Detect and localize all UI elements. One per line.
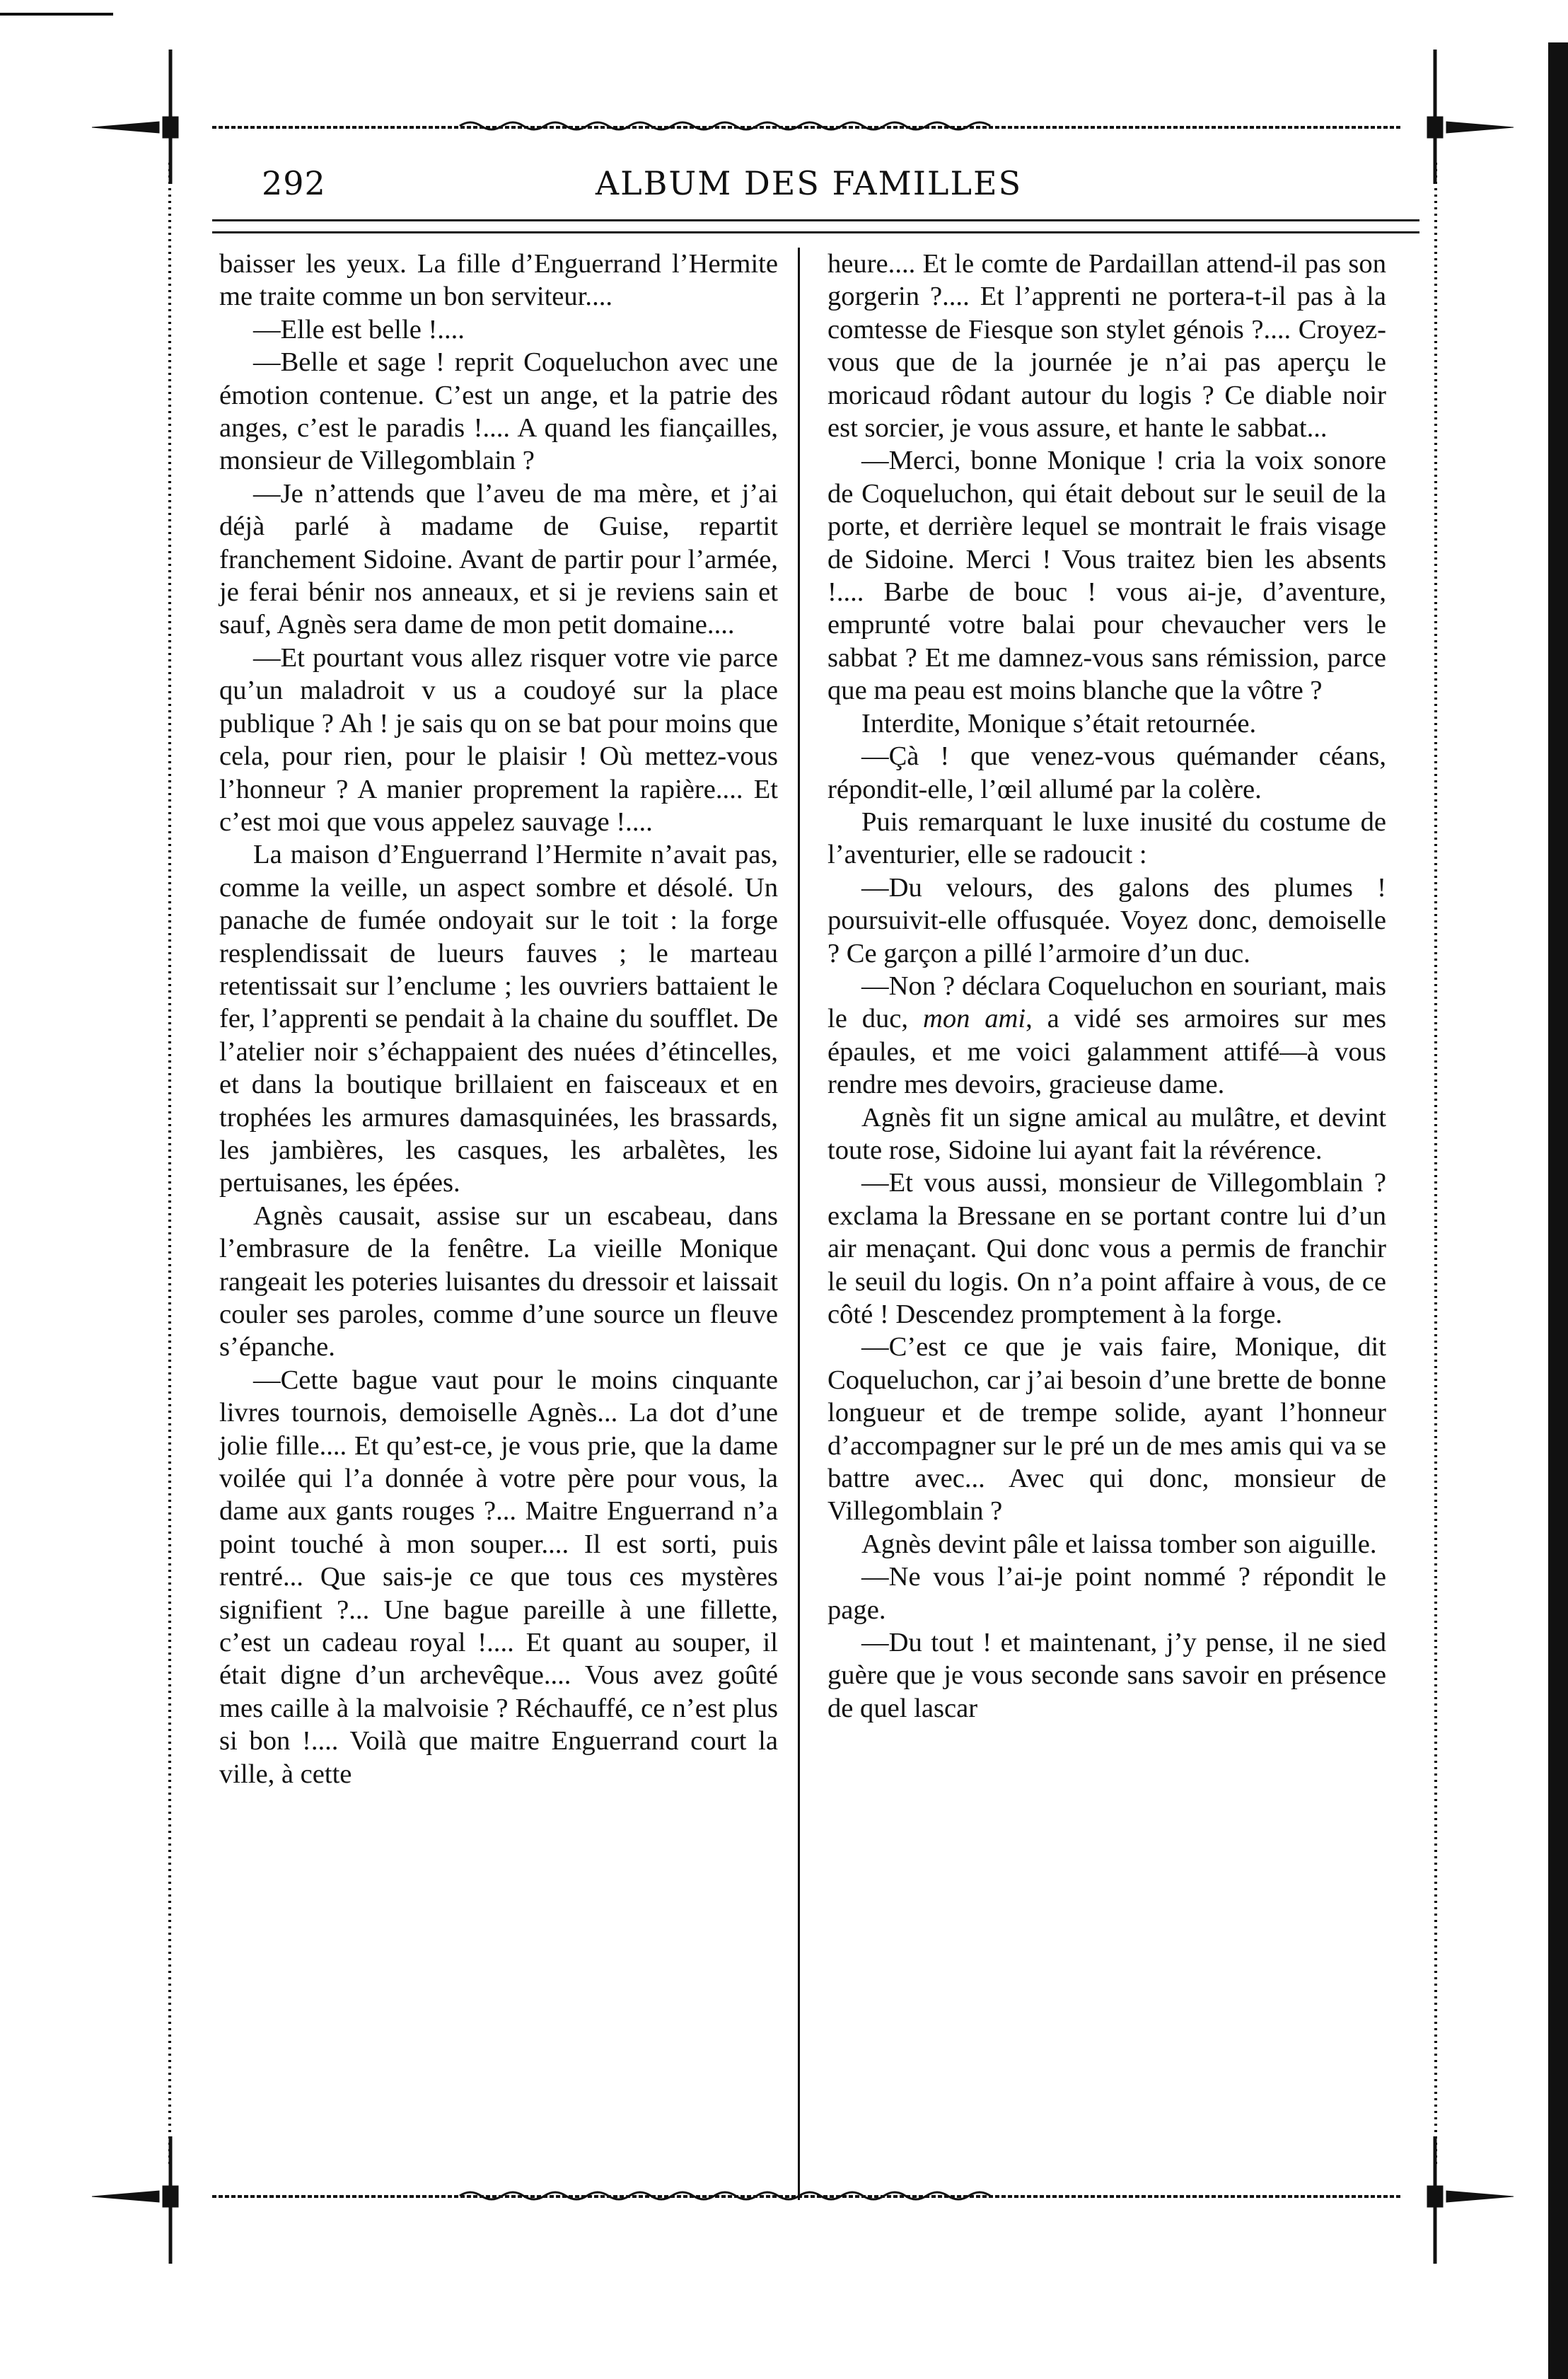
- paragraph: —Ne vous l’ai-je point nommé ? répondit le page.: [827, 1562, 1386, 1625]
- paragraph: —Elle est belle !....: [253, 314, 465, 345]
- paragraph: Agnès fit un signe amical au mulâtre, et devint toute rose, Sidoine lui ayant fait la révérence.: [827, 1102, 1386, 1165]
- paragraph: —Et pourtant vous allez risquer votre vie parce qu’un maladroit v us a coudoyé sur la place publique ? Ah ! je sais qu on se bat pour moins que cela, pour rien, pour le plaisir ! Où mettez-vous l’honneur ? A manier proprement la rapière.... Et c’est moi que vous appelez sauvage !....: [219, 642, 778, 837]
- paragraph: Agnès causait, assise sur un escabeau, dans l’embrasure de la fenêtre. La vieille Monique rangeait les poteries luisantes du dressoir et laissait couler ses paroles, comme d’une source un fleuve s’épanche.: [219, 1200, 778, 1362]
- paragraph: [827, 970, 1386, 1101]
- paragraph: La maison d’Enguerrand l’Hermite n’avait pas, comme la veille, un aspect sombre et désolé. Un panache de fumée ondoyait sur le toit : la forge resplendissait de lueurs fauves ; le marteau retentissait sur l’enclume ; les ouvriers battaient le fer, l’apprenti se pendait à la chaine du soufflet. De l’atelier noir s’échappaient des nuées d’étincelles, et dans la boutique brillaient en faisceaux et en trophées les armures damasquinées, les brassards, les jambières, les casques, les arbalètes, les pertuisanes, les épées.: [219, 840, 778, 1198]
- paragraph: —Du tout ! et maintenant, j’y pense, il ne sied guère que je vous seconde sans savoir en présence de quel lascar: [827, 1628, 1386, 1723]
- column-divider: [798, 248, 800, 2200]
- paragraph: —Je n’attends que l’aveu de ma mère, et j’ai déjà parlé à madame de Guise, repartit franchement Sidoine. Avant de partir pour l’armée, je ferai bénir nos anneaux, et si je reviens sain et sauf, Agnès sera dame de mon petit domaine....: [219, 478, 778, 640]
- right-column: [827, 248, 1386, 1725]
- left-column: [219, 248, 778, 1790]
- italic-text: mon ami: [922, 1004, 1026, 1034]
- page-edge-shadow: [1548, 42, 1568, 2379]
- paragraph: Agnès devint pâle et laissa tomber son aiguille.: [861, 1529, 1377, 1559]
- paragraph: Puis remarquant le luxe inusité du costume de l’aventurier, elle se radoucit :: [827, 806, 1386, 870]
- paragraph: baisser les yeux. La fille d’Enguerrand l’Hermite me traite comme un bon serviteur....: [219, 249, 778, 312]
- page-number: 292: [262, 164, 326, 202]
- text-run: , a vidé ses armoires sur mes épaules, et me voici galamment attifé—à vous rendre mes devoirs, gracieuse dame.: [827, 1004, 1386, 1100]
- paragraph: —Cette bague vaut pour le moins cinquante livres tournois, demoiselle Agnès... La dot d’une jolie fille.... Et qu’est-ce, je vous prie, que la dame voilée qui l’a donnée à votre père pour vous, la dame aux gants rouges ?... Maitre Enguerrand n’a point touché à mon souper.... Il est sorti, puis rentré... Que sais-je ce que tous ces mystères signifient ?... Une bague pareille à une fillette, c’est un cadeau royal !.... Et quant au souper, il était digne d’un archevêque.... Vous avez goûté mes caille à la malvoisie ? Réchauffé, ce n’est plus si bon !.... Voilà que maitre Enguerrand court la ville, à cette: [219, 1365, 778, 1789]
- paragraph: —Du velours, des galons des plumes ! poursuivit-elle offusquée. Voyez donc, demoiselle ? Ce garçon a pillé l’armoire d’un duc.: [827, 872, 1386, 968]
- header-rule: [212, 219, 1419, 233]
- paragraph: —C’est ce que je vais faire, Monique, dit Coqueluchon, car j’ai besoin d’une brette de bonne longueur et de trempe solide, ayant l’honneur d’accompagner sur le pré un de mes amis qui va se battre avec... Avec qui donc, monsieur de Villegomblain ?: [827, 1332, 1386, 1527]
- text-run: —Non ? déclara Coqueluchon en souriant, mais le duc,: [827, 971, 1386, 1034]
- paragraph: —Çà ! que venez-vous quémander céans, répondit-elle, l’œil allumé par la colère.: [827, 741, 1386, 804]
- text-columns: [219, 248, 1419, 2228]
- paragraph: —Merci, bonne Monique ! cria la voix sonore de Coqueluchon, qui était debout sur le seuil de la porte, et derrière lequel se montrait le frais visage de Sidoine. Merci ! Vous traitez bien les absents !.... Barbe de bouc ! vous ai-je, d’aventure, emprunté votre balai pour chevaucher vers le sabbat ? Et me damnez-vous sans rémission, parce que ma peau est moins blanche que la vôtre ?: [827, 446, 1386, 706]
- paragraph: heure.... Et le comte de Pardaillan attend-il pas son gorgerin ?.... Et l’apprenti ne portera-t-il pas à la comtesse de Fiesque son stylet génois ?.... Croyez-vous que de la journée je n’ai pas aperçu le moricaud rôdant autour du logis ? Ce diable noir est sorcier, je vous assure, et hante le sabbat...: [827, 249, 1386, 444]
- paragraph: —Et vous aussi, monsieur de Villegomblain ? exclama la Bressane en se portant contre lui d’un air menaçant. Qui donc vous a permis de franchir le seuil du logis. On n’a point affaire à vous, de ce côté ! Descendez promptement à la forge.: [827, 1168, 1386, 1329]
- paragraph: Interdite, Monique s’était retournée.: [861, 708, 1257, 739]
- paragraph: —Belle et sage ! reprit Coqueluchon avec une émotion contenue. C’est un ange, et la patrie des anges, c’est le paradis !.... A quand les fiançailles, monsieur de Villegomblain ?: [219, 347, 778, 476]
- page-header: [233, 164, 1384, 214]
- running-title: ALBUM DES FAMILLES: [595, 164, 1023, 202]
